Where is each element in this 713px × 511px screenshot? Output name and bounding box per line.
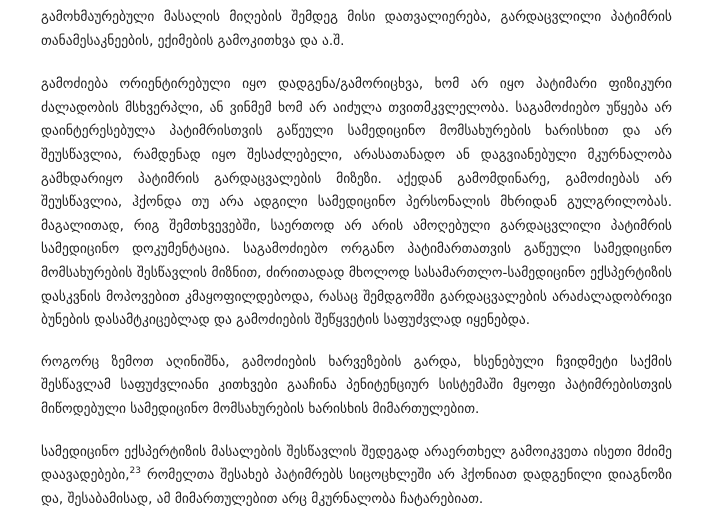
footnote-reference[interactable]: 23 <box>130 466 141 476</box>
paragraph-undiagnosed-diseases <box>41 441 672 511</box>
document-body <box>41 6 672 511</box>
paragraph-investigation-steps: გამოხმაურებული მასალის მიღების შემდეგ მისი დათვალიერება, გარდაცვლილი პატიმრის თანამესაკნეების, ექიმების გამოკითხვა და ა.შ. <box>41 6 672 53</box>
paragraph-medical-quality-questions: როგორც ზემოთ აღინიშნა, გამოძიების ხარვეზების გარდა, ხსენებული ჩვიდმეტი საქმის შესწავლამ საფუძვლიანი კითხვები გააჩინა პენიტენციურ სისტემაში მყოფი პატიმრებისთვის მიწოდებული სამედიცინო მომსახურების ხარისხის მიმართულებით. <box>41 351 672 422</box>
paragraph-text-before-footnote: სამედიცინო ექსპერტიზის მასალების შესწავლის შედეგად არაერთხელ გამოიკვეთა ისეთი მძიმე დაავადებები, <box>41 444 672 484</box>
paragraph-text-after-footnote: რომელთა შესახებ პატიმრებს სიცოცხლეში არ ჰქონიათ დადგენილი დიაგნოზი და, შესაბამისად, ამ მიმართულებით არც მკურნალობა ჩატარებიათ. <box>41 467 672 507</box>
paragraph-investigation-focus: გამოძიება ორიენტირებული იყო დადგენა/გამორიცხვა, ხომ არ იყო პატიმარი ფიზიკური ძალადობის მსხვერპლი, ან ვინმემ ხომ არ აიძულა თვითმკვლელობა. საგამოძიებო უწყება არ დაინტერესებულა პატიმრისთვის გაწეული სამედიცინო მომსახურების ხარისხით და არ შეუსწავლია, რამდენად იყო შესაძლებელი, არასათანადო ან დაგვიანებული მკურნალობა გამხდარიყო პატიმრის გარდაცვალების მიზეზი. აქედან გამომდინარე, გამოძიებას არ შეუსწავლია, ჰქონდა თუ არა ადგილი სამედიცინო პერსონალის მხრიდან გულგრილობას. მაგალითად, რიგ შემთხვევებში, საერთოდ არ არის ამოღებული გარდაცვლილი პატიმრის სამედიცინო დოკუმენტაცია. საგამოძიებო ორგანო პატიმართათვის გაწეული სამედიცინო მომსახურების შესწავლის მიზნით, ძირითადად მხოლოდ სასამართლო-სამედიცინო ექსპერტიზის დასკვნის მოპოვებით კმაყოფილდებოდა, რასაც შემდგომში გარდაცვალების არაძალადობრივი ბუნების დასამტკიცებლად და გამოძიების შეწყვეტის საფუძვლად იყენებდა. <box>41 73 672 333</box>
